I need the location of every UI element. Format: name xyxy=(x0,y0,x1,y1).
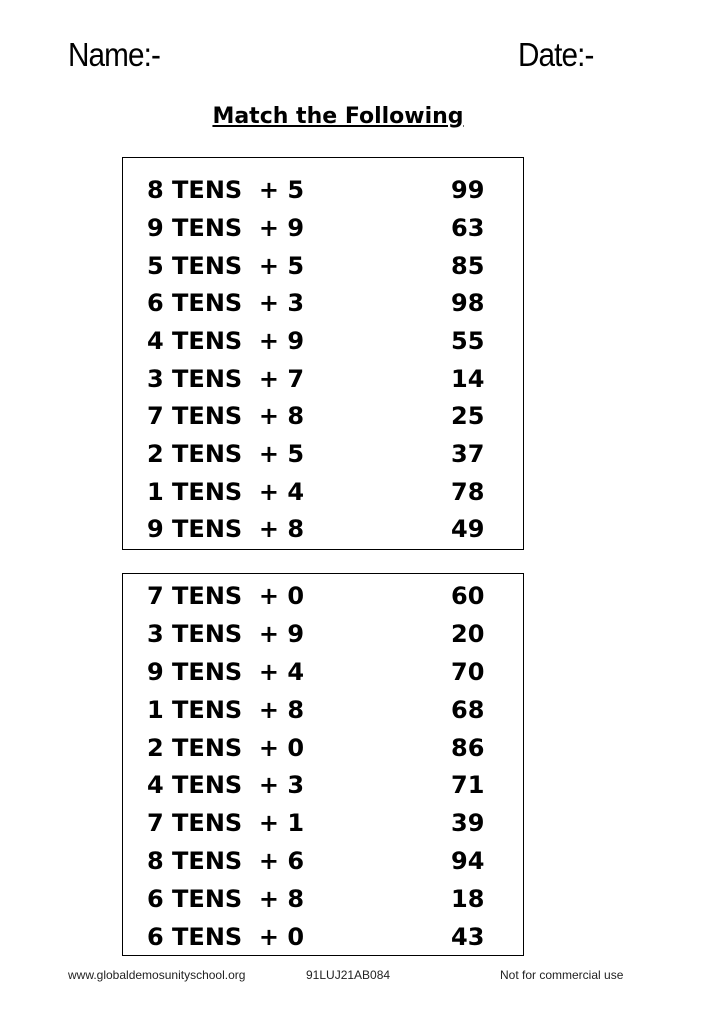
date-label: Date:- xyxy=(518,36,594,73)
answer-number: 55 xyxy=(451,327,485,355)
tens-expression: 5 TENS + 5 xyxy=(147,252,305,280)
match-row xyxy=(147,923,523,959)
tens-expression: 6 TENS + 3 xyxy=(147,289,305,317)
answer-number: 43 xyxy=(451,923,485,951)
match-row xyxy=(147,847,523,883)
tens-expression: 8 TENS + 6 xyxy=(147,847,305,875)
answer-number: 94 xyxy=(451,847,485,875)
match-row xyxy=(147,582,523,618)
answer-number: 78 xyxy=(451,478,485,506)
match-row xyxy=(147,176,523,212)
tens-expression: 7 TENS + 8 xyxy=(147,402,305,430)
answer-number: 60 xyxy=(451,582,485,610)
match-row xyxy=(147,620,523,656)
answer-number: 70 xyxy=(451,658,485,686)
answer-number: 85 xyxy=(451,252,485,280)
match-row xyxy=(147,771,523,807)
tens-expression: 8 TENS + 5 xyxy=(147,176,305,204)
match-row xyxy=(147,515,523,551)
match-row xyxy=(147,327,523,363)
tens-expression: 2 TENS + 5 xyxy=(147,440,305,468)
answer-number: 25 xyxy=(451,402,485,430)
answer-number: 37 xyxy=(451,440,485,468)
answer-number: 14 xyxy=(451,365,485,393)
tens-expression: 9 TENS + 4 xyxy=(147,658,305,686)
match-row xyxy=(147,658,523,694)
match-row xyxy=(147,402,523,438)
tens-expression: 7 TENS + 0 xyxy=(147,582,305,610)
tens-expression: 4 TENS + 9 xyxy=(147,327,305,355)
match-row xyxy=(147,696,523,732)
tens-expression: 3 TENS + 7 xyxy=(147,365,305,393)
footer-notice: Not for commercial use xyxy=(500,968,624,982)
answer-number: 99 xyxy=(451,176,485,204)
match-row xyxy=(147,809,523,845)
tens-expression: 1 TENS + 8 xyxy=(147,696,305,724)
tens-expression: 3 TENS + 9 xyxy=(147,620,305,648)
match-row xyxy=(147,252,523,288)
tens-expression: 9 TENS + 9 xyxy=(147,214,305,242)
match-row xyxy=(147,885,523,921)
footer-website: www.globaldemosunityschool.org xyxy=(68,968,246,982)
answer-number: 39 xyxy=(451,809,485,837)
worksheet-title: Match the Following xyxy=(212,104,464,129)
match-row xyxy=(147,289,523,325)
match-row xyxy=(147,478,523,514)
match-box-1 xyxy=(122,157,524,550)
footer-code: 91LUJ21AB084 xyxy=(306,968,391,982)
tens-expression: 6 TENS + 0 xyxy=(147,923,305,951)
answer-number: 18 xyxy=(451,885,485,913)
answer-number: 68 xyxy=(451,696,485,724)
tens-expression: 9 TENS + 8 xyxy=(147,515,305,543)
answer-number: 49 xyxy=(451,515,485,543)
name-label: Name:- xyxy=(68,36,160,73)
tens-expression: 6 TENS + 8 xyxy=(147,885,305,913)
tens-expression: 1 TENS + 4 xyxy=(147,478,305,506)
answer-number: 63 xyxy=(451,214,485,242)
tens-expression: 4 TENS + 3 xyxy=(147,771,305,799)
match-row xyxy=(147,440,523,476)
answer-number: 86 xyxy=(451,734,485,762)
match-row xyxy=(147,365,523,401)
tens-expression: 2 TENS + 0 xyxy=(147,734,305,762)
answer-number: 20 xyxy=(451,620,485,648)
match-row xyxy=(147,734,523,770)
answer-number: 98 xyxy=(451,289,485,317)
match-box-2 xyxy=(122,573,524,956)
answer-number: 71 xyxy=(451,771,485,799)
match-row xyxy=(147,214,523,250)
tens-expression: 7 TENS + 1 xyxy=(147,809,305,837)
